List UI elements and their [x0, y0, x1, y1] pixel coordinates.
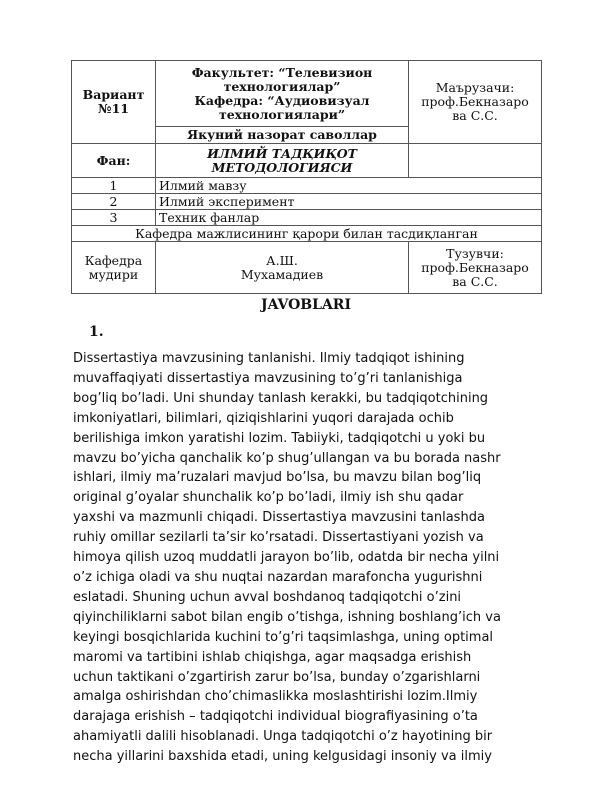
faculty-text: Факультет: “Телевизион технологиялар”	[191, 64, 373, 94]
faculty-department-cell	[156, 61, 409, 127]
question-topic: Техник фанлар	[156, 210, 542, 226]
exam-header-table	[71, 60, 542, 294]
answer-paragraph: Dissertastiya mavzusining tanlanishi. Ilmiy tadqiqot ishining muvaffaqiyati dissertastiya mavzusining to’g’ri tanlanishiga bog’liq bo’ladi. Uni shunday tanlash kerakki, bu tadqiqotchining imkoniyatlari, bilimlari, qiziqishlarini yuqori darajada ochib berilishiga imkon yaratishi lozim. Tabiiyki, tadqiqotchi u yoki bu mavzu bo’yicha qanchalik ko’p shug’ullangan va bu borada nashr ishlari, ilmiy ma’ruzalari mavjud bo’lsa, bu mavzu bilan bog’liq original g’oyalar shunchalik ko’p bo’ladi, ilmiy ish shu qadar yaxshi va mazmunli chiqadi. Dissertastiya mavzusini tanlashda ruhiy omillar sezilarli ta’sir ko’rsatadi. Dissertastiyani yozish va himoya qilish uzoq muddatli jarayon bo’lib, odatda bir necha yilni o’z ichiga oladi va shu nuqtai nazardan marafoncha yugurishni eslatadi. Shuning uchun avval boshdanoq tadqiqotchi o’zini qiyinchiliklarni sabot bilan engib o’tishga, ishning boshlang’ich va keyingi bosqichlarida kuchini to’g’ri taqsimlashga, uning optimal maromi va tartibini ishlab chiqishga, agar maqsadga erishish uchun taktikani o’zgartirish zarur bo’lsa, bunday o’zgarishlarni amalga oshirishdan cho’chimaslikka moslashtirishi lozim.Ilmiy darajaga erishish – tadqiqotchi individual biografiyasining o’ta ahamiyatli dalili hisoblanadi. Unga tadqiqotchi o’z hayotining bir necha yillarini baxshida etadi, uning kelgusidagi insoniy va ilmiy	[73, 351, 501, 765]
head-label-cell: Кафедра мудири	[72, 242, 156, 294]
question-topic: Илмий эксперимент	[156, 194, 542, 210]
answers-title: JAVOBLARI	[260, 297, 351, 313]
compiler-cell: Тузувчи: проф.Бекназаро ва С.С.	[409, 242, 542, 294]
question-topic: Илмий мавзу	[156, 178, 542, 194]
subject-label-cell: Фан:	[72, 144, 156, 178]
department-text: Кафедра: “Аудиовизуал технологиялари”	[194, 92, 370, 122]
head-name-cell: А.Ш. Мухамадиев	[156, 242, 409, 294]
empty-cell	[409, 144, 542, 178]
row-number: 3	[72, 210, 156, 226]
answer-number: 1.	[89, 324, 104, 340]
variant-cell: Вариант №11	[72, 61, 156, 144]
final-control-cell: Якуний назорат саволлар	[156, 127, 409, 144]
approval-cell: Кафедра мажлисининг қарори билан тасдиқланган	[72, 226, 542, 242]
subject-value-cell: ИЛМИЙ ТАДҚИҚОТ МЕТОДОЛОГИЯСИ	[156, 144, 409, 178]
lecturer-cell: Маърузачи: проф.Бекназаро ва С.С.	[409, 61, 542, 144]
row-number: 2	[72, 194, 156, 210]
row-number: 1	[72, 178, 156, 194]
